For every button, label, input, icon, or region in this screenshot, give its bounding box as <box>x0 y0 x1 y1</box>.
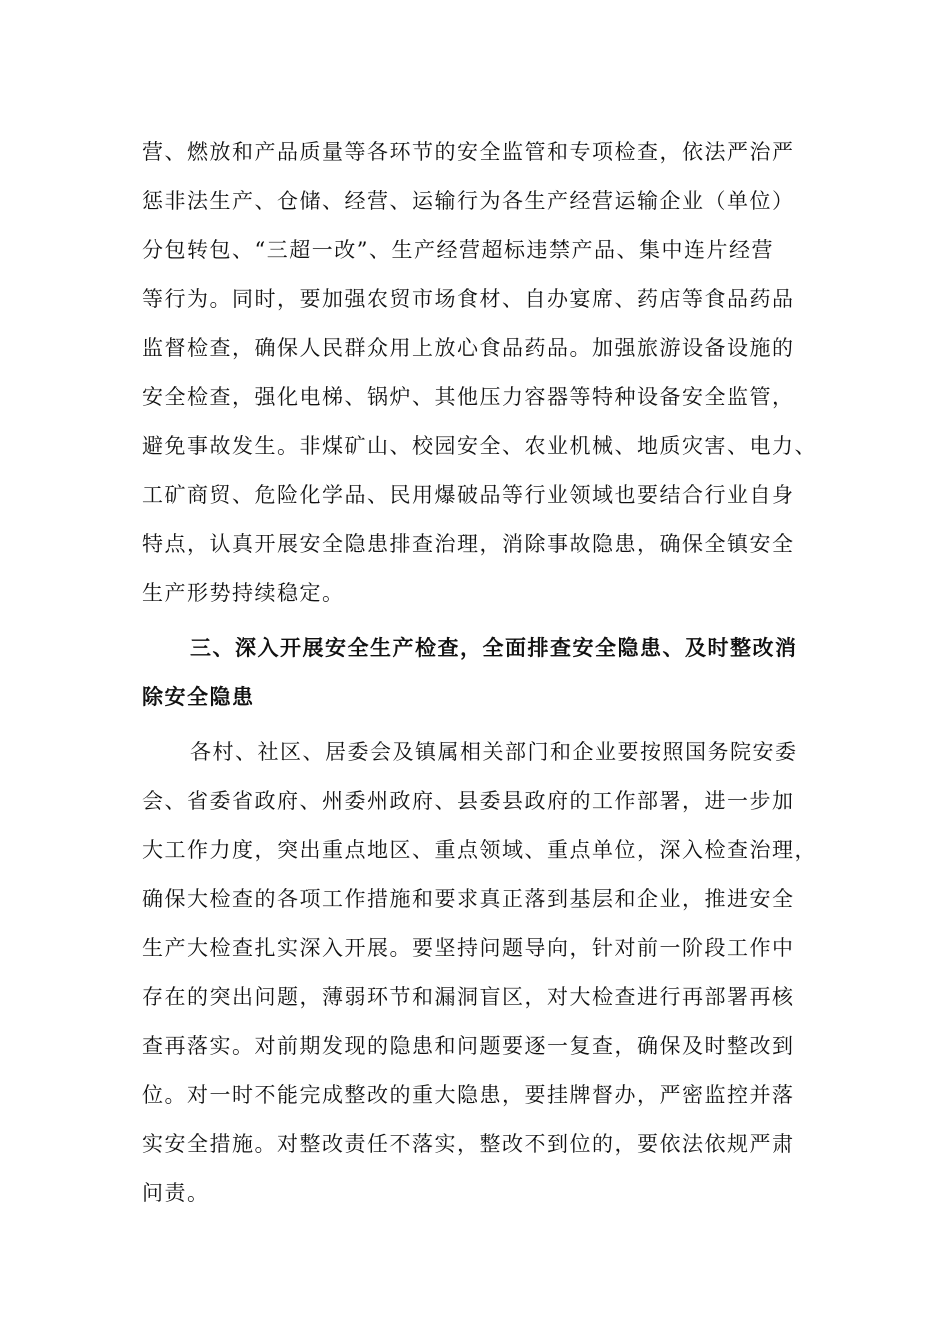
text-line: 安全检查，强化电梯、锅炉、其他压力容器等特种设备安全监管， <box>142 385 795 409</box>
text-line: 避免事故发生。非煤矿山、校园安全、农业机械、地质灾害、电力、 <box>142 434 817 458</box>
text-line: 生产形势持续稳定。 <box>142 581 345 605</box>
text-line: 特点，认真开展安全隐患排查治理，消除事故隐患，确保全镇安全 <box>142 532 795 556</box>
text-line: 分包转包、“三超一改”、生产经营超标违禁产品、集中连片经营 <box>142 238 774 262</box>
text-line: 各村、社区、居委会及镇属相关部门和企业要按照国务院安委 <box>190 740 798 764</box>
text-line: 惩非法生产、仓储、经营、运输行为各生产经营运输企业（单位） <box>142 189 795 213</box>
text-line: 实安全措施。对整改责任不落实，整改不到位的，要依法依规严肃 <box>142 1132 795 1156</box>
text-line: 问责。 <box>142 1181 210 1205</box>
text-line: 存在的突出问题，薄弱环节和漏洞盲区，对大检查进行再部署再核 <box>142 985 795 1009</box>
text-line: 位。对一时不能完成整改的重大隐患，要挂牌督办，严密监控并落 <box>142 1083 795 1107</box>
text-line: 大工作力度，突出重点地区、重点领域、重点单位，深入检查治理， <box>142 838 817 862</box>
text-line: 生产大检查扎实深入开展。要坚持问题导向，针对前一阶段工作中 <box>142 936 795 960</box>
text-line: 营、燃放和产品质量等各环节的安全监管和专项检查，依法严治严 <box>142 140 795 164</box>
text-line: 监督检查，确保人民群众用上放心食品药品。加强旅游设备设施的 <box>142 336 795 360</box>
section-heading: 三、深入开展安全生产检查，全面排查安全隐患、及时整改消 <box>190 636 798 660</box>
section-heading: 除安全隐患 <box>142 685 255 709</box>
text-line: 等行为。同时，要加强农贸市场食材、自办宴席、药店等食品药品 <box>142 287 795 311</box>
text-line: 会、省委省政府、州委州政府、县委县政府的工作部署，进一步加 <box>142 789 795 813</box>
text-line: 工矿商贸、危险化学品、民用爆破品等行业领域也要结合行业自身 <box>142 483 795 507</box>
text-line: 查再落实。对前期发现的隐患和问题要逐一复查，确保及时整改到 <box>142 1034 795 1058</box>
text-line: 确保大检查的各项工作措施和要求真正落到基层和企业，推进安全 <box>142 887 795 911</box>
